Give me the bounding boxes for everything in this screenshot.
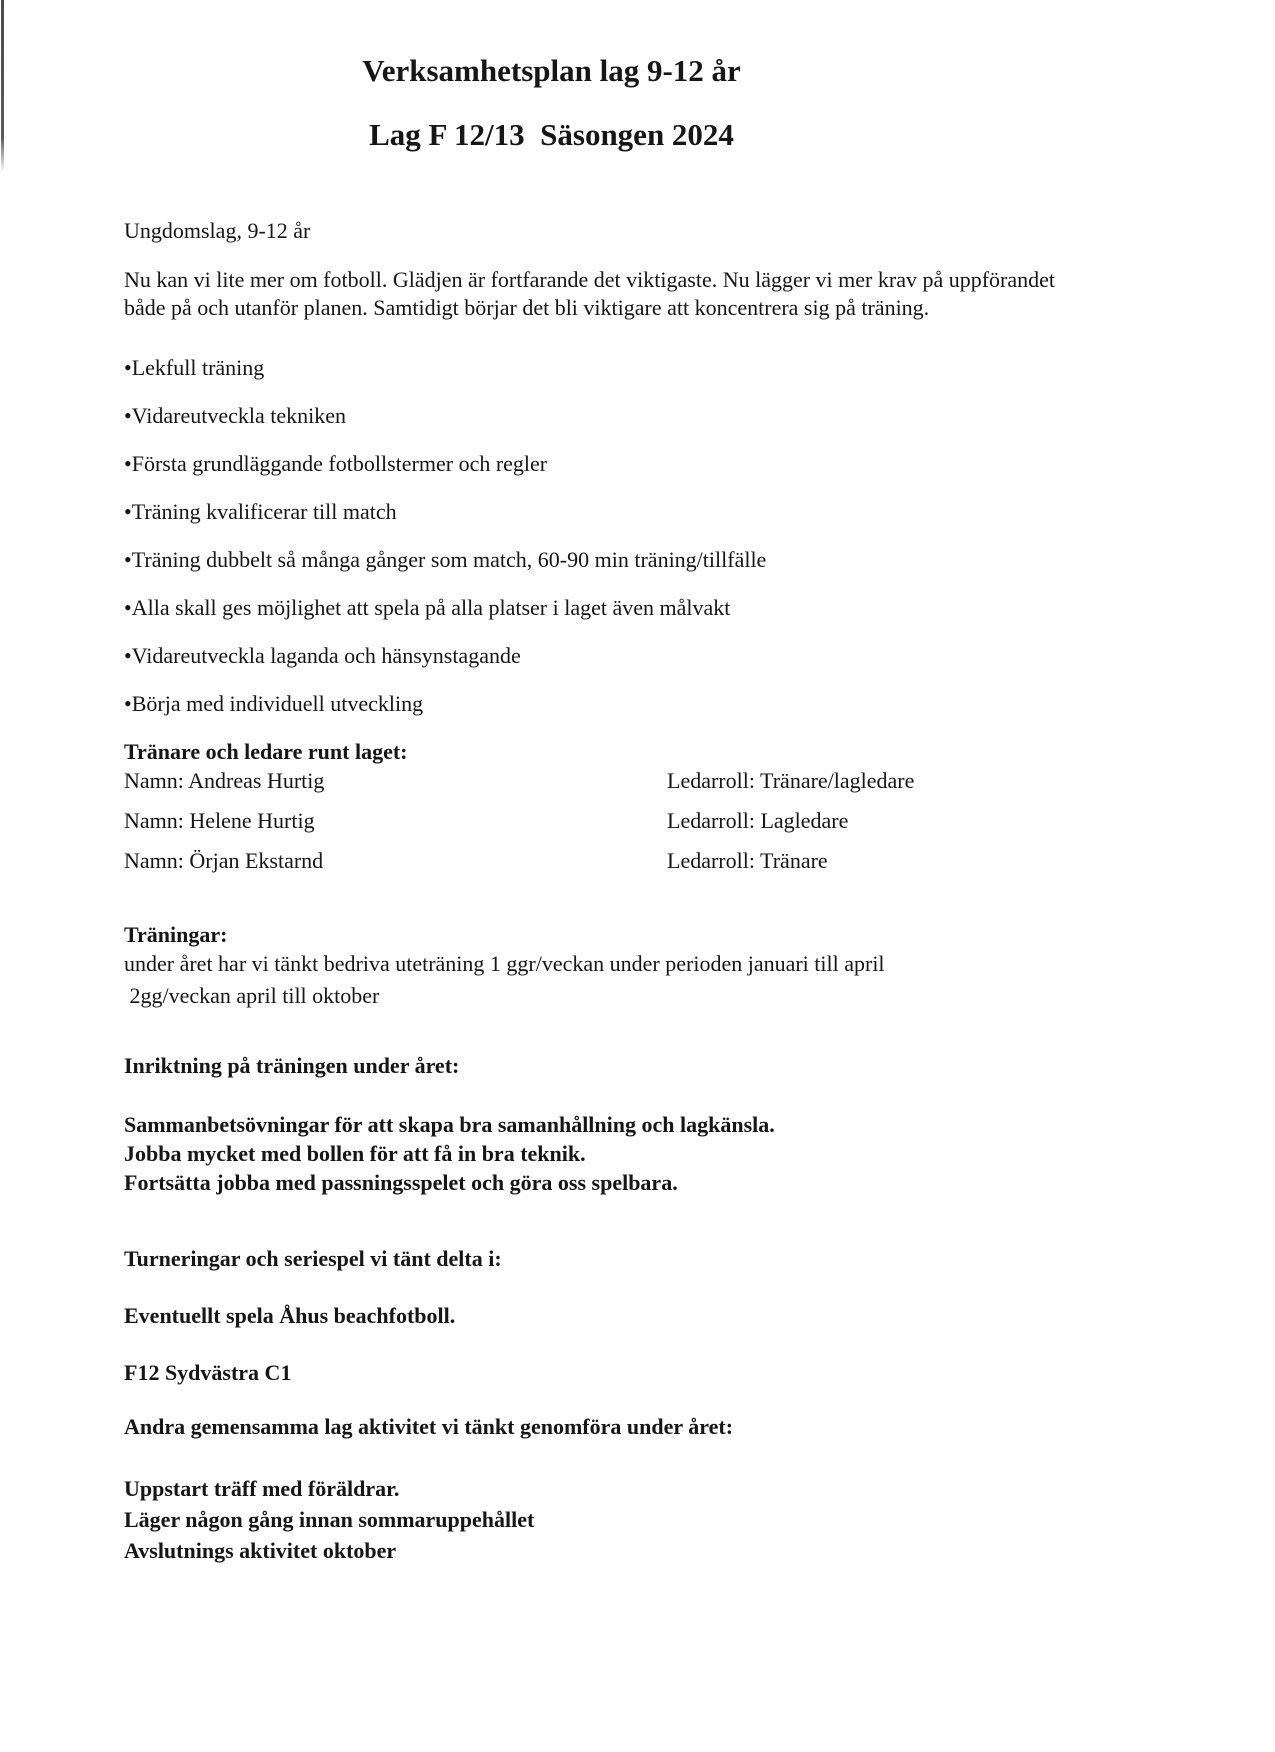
activity-line: Uppstart träff med föräldrar. <box>124 1476 400 1501</box>
activities-heading: Andra gemensamma lag aktivitet vi tänkt genomföra under året: <box>124 1414 734 1439</box>
trainings-line: 2gg/veckan april till oktober <box>124 983 380 1008</box>
document-title-line2: Lag F 12/13 Säsongen 2024 <box>369 117 734 152</box>
activity-line: Läger någon gång innan sommaruppehållet <box>124 1507 535 1532</box>
age-group-line: Ungdomslag, 9-12 år <box>124 218 311 243</box>
tournament-item: F12 Sydvästra C1 <box>124 1360 292 1385</box>
leader-row <box>124 767 1154 795</box>
focus-line: Fortsätta jobba med passningsspelet och göra oss spelbara. <box>124 1170 678 1195</box>
leader-row <box>124 807 1154 835</box>
bullet-item: •Börja med individuell utveckling <box>124 691 424 716</box>
tournaments-heading: Turneringar och seriespel vi tänt delta i: <box>124 1246 502 1271</box>
trainings-heading: Träningar: <box>124 922 228 947</box>
goals-bullet-list <box>124 354 1154 718</box>
focus-heading: Inriktning på träningen under året: <box>124 1053 460 1078</box>
bullet-item: •Träning dubbelt så många gånger som match, 60-90 min träning/tillfälle <box>124 547 767 572</box>
bullet-item: •Första grundläggande fotbollstermer och regler <box>124 451 548 476</box>
leaders-heading: Tränare och ledare runt laget: <box>124 739 408 764</box>
bullet-item: •Träning kvalificerar till match <box>124 499 397 524</box>
activities-section <box>124 1413 1154 1566</box>
focus-line: Jobba mycket med bollen för att få in bra teknik. <box>124 1141 586 1166</box>
leader-name: Namn: Örjan Ekstarnd <box>124 848 324 873</box>
activities-lines <box>124 1473 1154 1566</box>
intro-paragraph: Nu kan vi lite mer om fotboll. Glädjen är fortfarande det viktigaste. Nu lägger vi mer krav på uppförandet både på och utanför planen. Samtidigt börjar det bli viktigare att koncentrera sig på träning. <box>124 267 1056 320</box>
scan-edge-artifact <box>1 0 4 172</box>
document-title-line1: Verksamhetsplan lag 9-12 år <box>362 53 741 88</box>
focus-lines <box>124 1110 1154 1197</box>
tournaments-section <box>124 1245 1154 1387</box>
document-titles <box>124 52 979 154</box>
bullet-item: •Alla skall ges möjlighet att spela på alla platser i laget även målvakt <box>124 595 731 620</box>
training-focus-section <box>124 1052 1154 1197</box>
tournament-item: Eventuellt spela Åhus beachfotboll. <box>124 1303 456 1328</box>
leader-name: Namn: Andreas Hurtig <box>124 768 325 793</box>
document-content <box>124 0 1154 1566</box>
bullet-item: •Vidareutveckla laganda och hänsynstagande <box>124 643 521 668</box>
leaders-section <box>124 738 1154 875</box>
leader-role: Ledarroll: Tränare <box>667 848 828 873</box>
trainings-line: under året har vi tänkt bedriva uteträning 1 ggr/veckan under perioden januari till april <box>124 951 885 976</box>
leader-role: Ledarroll: Lagledare <box>667 808 849 833</box>
leader-row <box>124 847 1154 875</box>
bullet-item: •Vidareutveckla tekniken <box>124 403 347 428</box>
activity-line: Avslutnings aktivitet oktober <box>124 1538 397 1563</box>
focus-line: Sammanbetsövningar för att skapa bra samanhållning och lagkänsla. <box>124 1112 775 1137</box>
trainings-section <box>124 921 1154 1010</box>
leader-role: Ledarroll: Tränare/lagledare <box>667 768 915 793</box>
leader-name: Namn: Helene Hurtig <box>124 808 315 833</box>
bullet-item: •Lekfull träning <box>124 355 265 380</box>
